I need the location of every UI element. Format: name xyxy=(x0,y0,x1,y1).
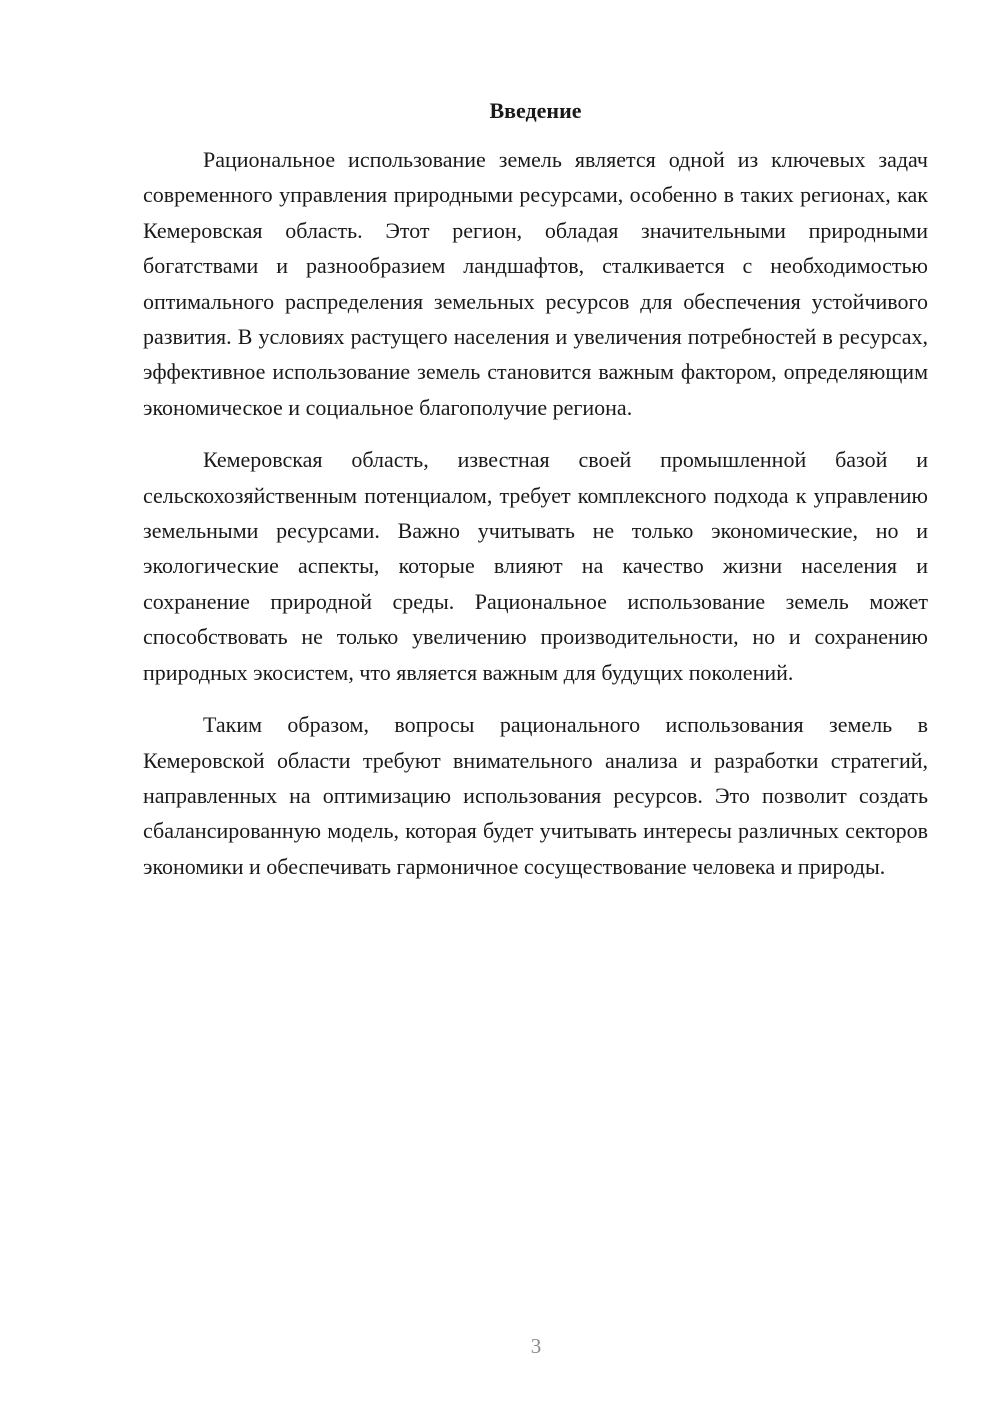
section-heading: Введение xyxy=(489,98,582,123)
paragraph-3: Таким образом, вопросы рационального использования земель в Кемеровской области требуют внимательного анализа и разработки стратегий, направленных на оптимизацию использования ресурсов. Это позволит создать сбалансированную модель, которая будет учитывать интересы различных секторов экономики и обеспечивать гармоничное сосуществование человека и природы. xyxy=(143,712,928,879)
page-number: 3 xyxy=(530,1334,542,1358)
page-body xyxy=(143,96,928,901)
paragraph-1: Рациональное использование земель является одной из ключевых задач современного управления природными ресурсами, особенно в таких регионах, как Кемеровская область. Этот регион, обладая значительными природными богатствами и разнообразием ландшафтов, сталкивается с необходимостью оптимального распределения земельных ресурсов для обеспечения устойчивого развития. В условиях растущего населения и увеличения потребностей в ресурсах, эффективное использование земель становится важным фактором, определяющим экономическое и социальное благополучие региона. xyxy=(143,147,928,420)
paragraph-2: Кемеровская область, известная своей промышленной базой и сельскохозяйственным потенциалом, требует комплексного подхода к управлению земельными ресурсами. Важно учитывать не только экономические, но и экологические аспекты, которые влияют на качество жизни населения и сохранение природной среды. Рациональное использование земель может способствовать не только увеличению производительности, но и сохранению природных экосистем, что является важным для будущих поколений. xyxy=(143,447,928,685)
